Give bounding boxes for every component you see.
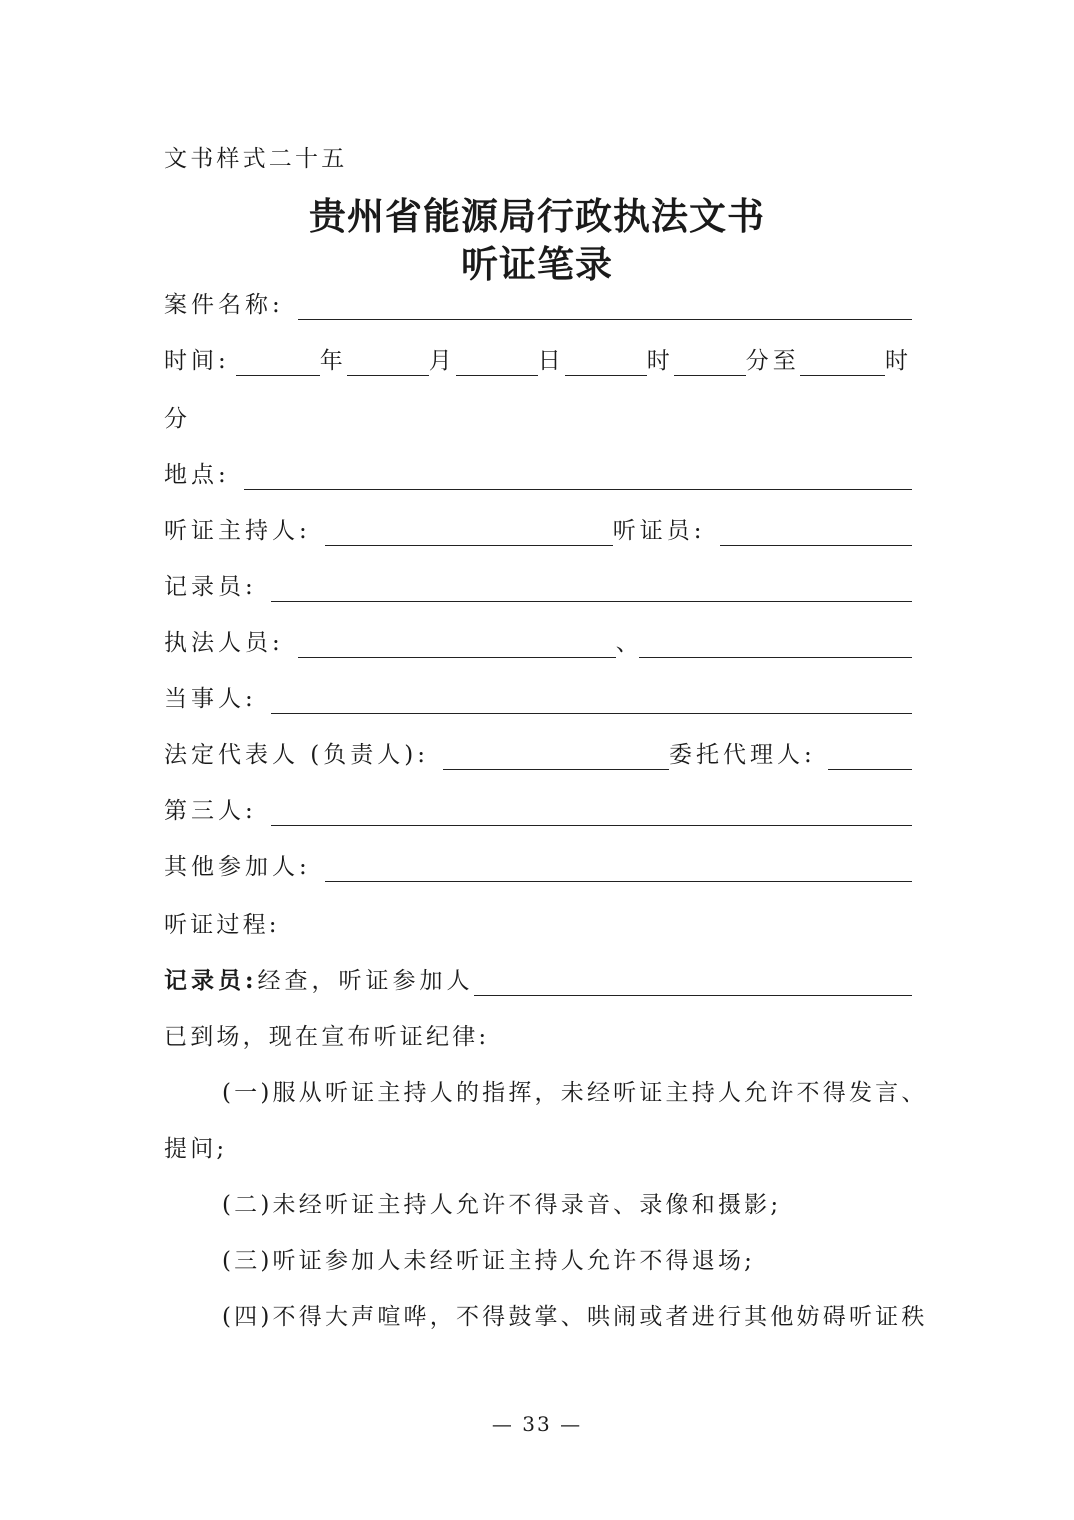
host-label: 听证主持人: xyxy=(164,518,311,544)
hearing-officer-label: 听证员: xyxy=(612,518,706,544)
location-label: 地点: xyxy=(164,462,230,488)
hearing-officer-field[interactable] xyxy=(720,537,913,546)
end-hour-label: 时 xyxy=(885,348,912,374)
party-row xyxy=(164,674,912,714)
year-field[interactable] xyxy=(236,367,320,376)
record-speaker: 记录员: xyxy=(164,967,258,994)
others-row xyxy=(164,842,912,882)
enforcers-label: 执法人员: xyxy=(164,630,284,656)
time-row xyxy=(164,336,912,376)
rule-4: (四)不得大声喧哗，不得鼓掌、哄闹或者进行其他妨碍听证秩 xyxy=(222,1304,928,1330)
minute-field[interactable] xyxy=(674,367,746,376)
record-line-2: 已到场，现在宣布听证纪律: xyxy=(164,1024,490,1050)
document-title: 贵州省能源局行政执法文书 xyxy=(309,194,765,238)
minute-to-label: 分至 xyxy=(745,348,800,374)
document-form-label: 文书样式二十五 xyxy=(164,146,348,172)
time-label: 时间: xyxy=(164,348,230,374)
third-party-field[interactable] xyxy=(271,817,912,826)
end-hour-field[interactable] xyxy=(800,367,885,376)
page-number: — 33 — xyxy=(491,1412,583,1436)
location-field[interactable] xyxy=(244,481,912,490)
process-label: 听证过程: xyxy=(164,912,280,938)
legal-rep-row xyxy=(164,730,912,770)
rule-1-line-1: (一)服从听证主持人的指挥，未经听证主持人允许不得发言、 xyxy=(222,1080,928,1106)
host-row xyxy=(164,506,912,546)
third-party-row xyxy=(164,786,912,826)
others-field[interactable] xyxy=(325,873,912,882)
agent-field[interactable] xyxy=(828,761,912,770)
recorder-row xyxy=(164,562,912,602)
rule-3: (三)听证参加人未经听证主持人允许不得退场; xyxy=(222,1248,756,1274)
year-label: 年 xyxy=(319,348,347,374)
case-name-field[interactable] xyxy=(298,311,912,320)
party-field[interactable] xyxy=(271,705,912,714)
others-label: 其他参加人: xyxy=(164,854,311,880)
legal-rep-label: 法定代表人 (负责人): xyxy=(164,742,430,768)
recorder-label: 记录员: xyxy=(164,574,257,600)
host-field[interactable] xyxy=(325,537,613,546)
agent-label: 委托代理人: xyxy=(669,742,816,768)
end-minute-label: 分 xyxy=(164,406,191,432)
day-label: 日 xyxy=(537,348,565,374)
day-field[interactable] xyxy=(456,367,538,376)
legal-rep-field[interactable] xyxy=(443,761,669,770)
hour-label: 时 xyxy=(646,348,674,374)
enforcers-separator: 、 xyxy=(615,630,639,656)
month-field[interactable] xyxy=(347,367,429,376)
record-row xyxy=(164,956,912,996)
rule-1-line-2: 提问; xyxy=(164,1136,228,1162)
enforcer-2-field[interactable] xyxy=(639,649,912,658)
participants-field[interactable] xyxy=(474,987,913,996)
record-line-1: 经查，听证参加人 xyxy=(257,968,474,994)
party-label: 当事人: xyxy=(164,686,257,712)
location-row xyxy=(164,450,912,490)
rule-2: (二)未经听证主持人允许不得录音、录像和摄影; xyxy=(222,1192,782,1218)
case-name-label: 案件名称: xyxy=(164,292,284,318)
third-party-label: 第三人: xyxy=(164,798,257,824)
month-label: 月 xyxy=(428,348,456,374)
enforcers-row xyxy=(164,618,912,658)
document-subtitle: 听证笔录 xyxy=(461,242,613,286)
hour-field[interactable] xyxy=(565,367,647,376)
recorder-field[interactable] xyxy=(271,593,912,602)
enforcer-1-field[interactable] xyxy=(298,649,616,658)
case-name-row xyxy=(164,280,912,320)
